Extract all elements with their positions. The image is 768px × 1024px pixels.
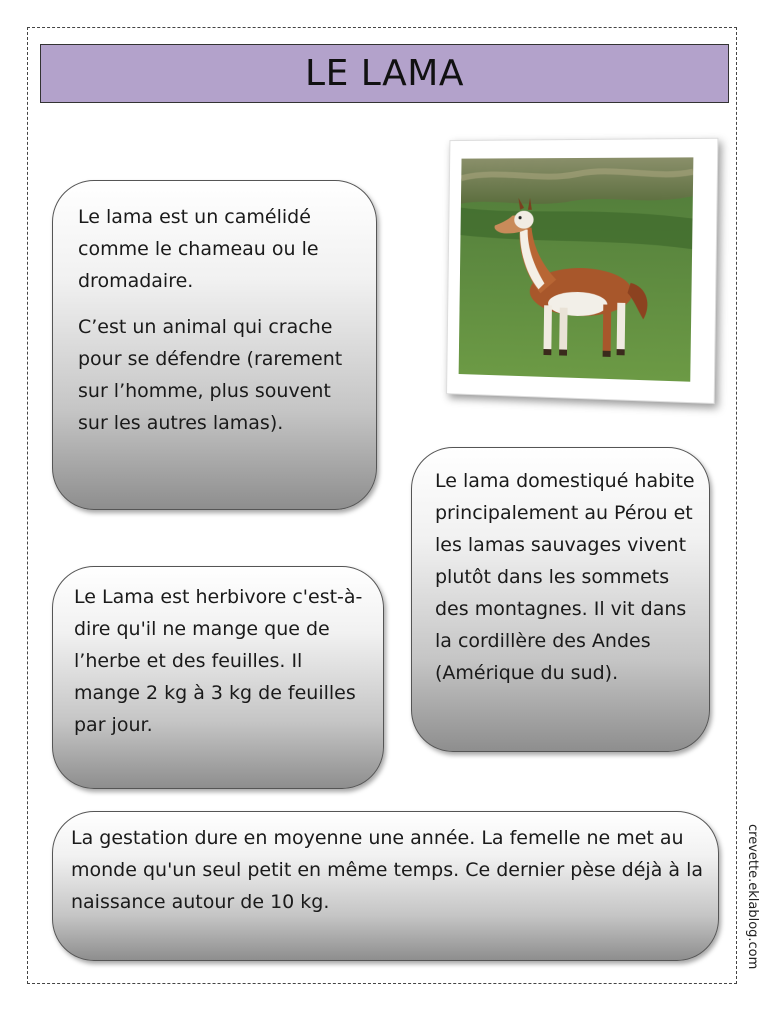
title-banner	[40, 44, 729, 103]
camelid-info-box	[52, 180, 377, 510]
llama-photo-frame	[446, 138, 718, 404]
diet-info-box	[52, 566, 384, 789]
diet-paragraph: Le Lama est herbivore c'est-à-dire qu'il ne mange que de l’herbe et des feuilles. Il mange 2 kg à 3 kg de feuilles par jour.	[74, 586, 363, 736]
llama-photo	[459, 157, 694, 381]
page-title: LE LAMA	[305, 53, 464, 94]
site-watermark: crevette.eklablog.com	[745, 824, 760, 970]
gestation-info-box	[52, 811, 719, 961]
habitat-info-box	[411, 447, 710, 752]
gestation-paragraph: La gestation dure en moyenne une année. La femelle ne met au monde qu'un seul petit en même temps. Ce dernier pèse déjà à la naissance autour de 10 kg.	[71, 827, 704, 913]
spitting-paragraph: C’est un animal qui crache pour se défendre (rarement sur l’homme, plus souvent sur les autres lamas).	[78, 316, 343, 434]
camelid-paragraph: Le lama est un camélidé comme le chameau ou le dromadaire.	[78, 206, 319, 292]
habitat-paragraph: Le lama domestiqué habite principalement au Pérou et les lamas sauvages vivent plutôt dans les sommets des montagnes. Il vit dans la cordillère des Andes (Amérique du sud).	[435, 470, 695, 684]
